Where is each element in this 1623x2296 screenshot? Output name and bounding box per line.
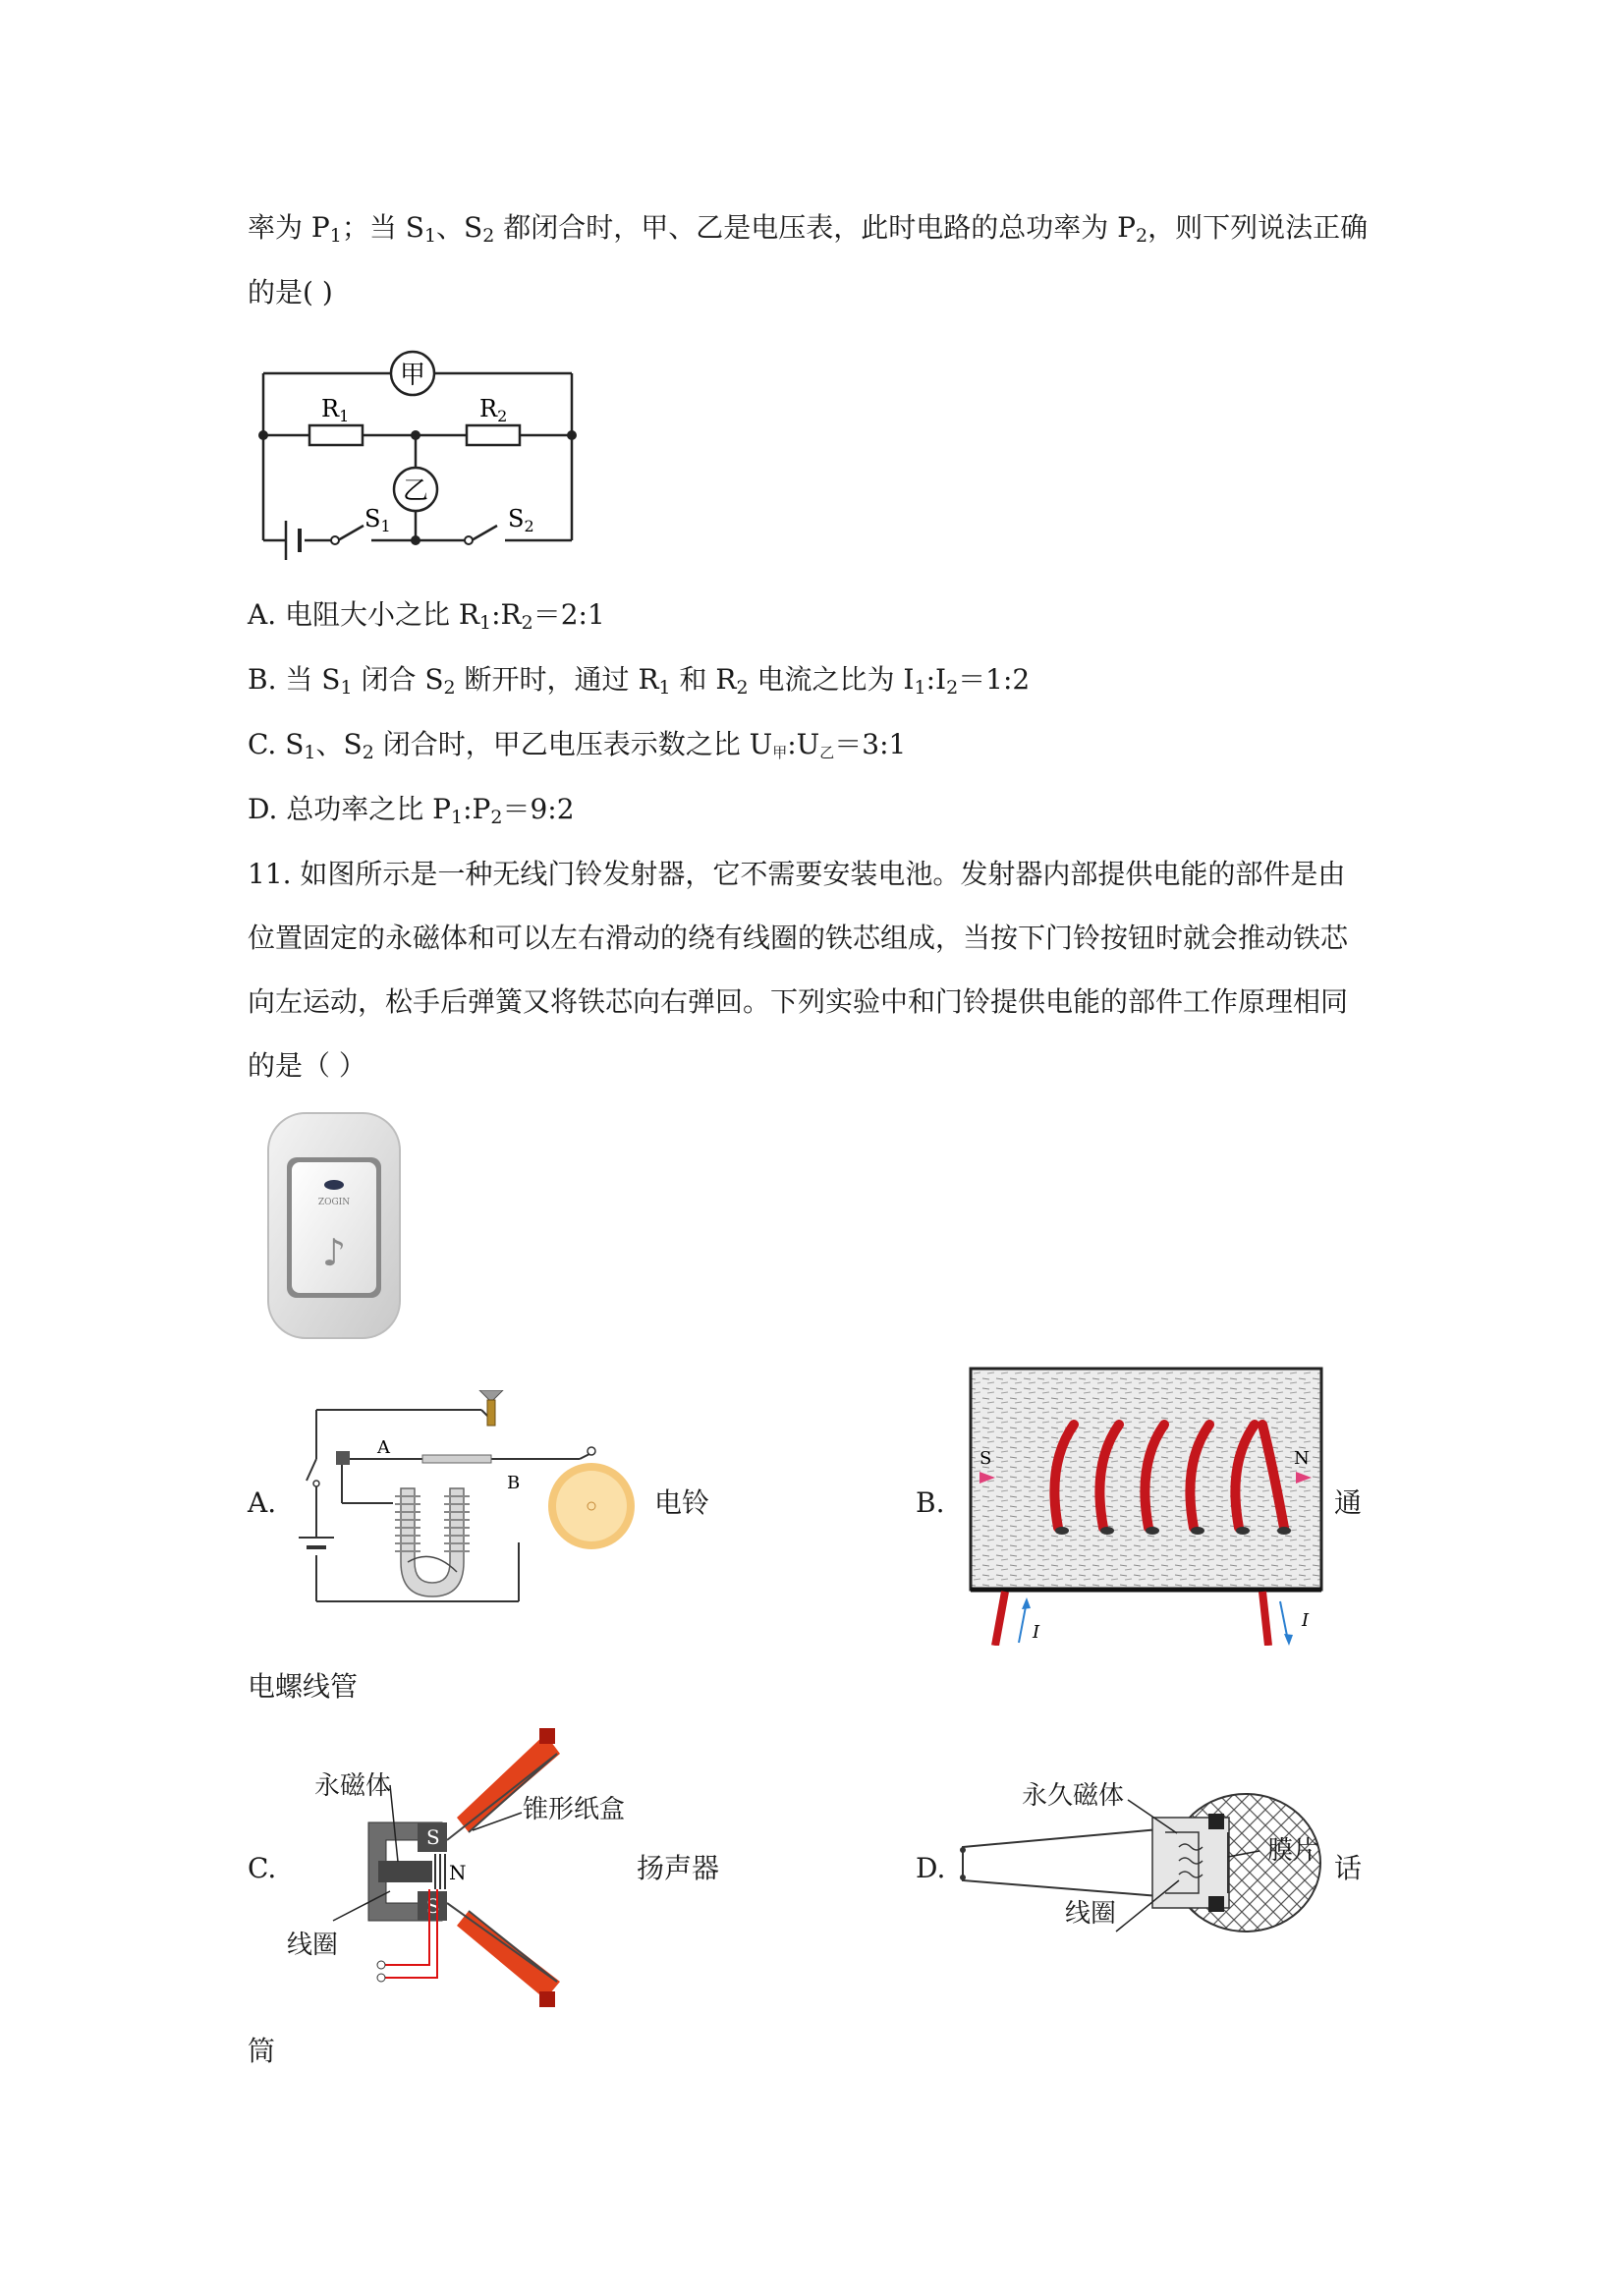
q11-option-c-letter: C. [248, 1852, 277, 1884]
q10-option-a: A. 电阻大小之比 $R_1:R_2=2:1$ [248, 598, 605, 634]
q10-option-d: D. 总功率之比 $P_1:P_2=9:2$ [248, 793, 575, 828]
mic-magnet-label: 永久磁体 [1022, 1781, 1125, 1811]
q11-option-b-letter: B. [916, 1486, 945, 1519]
q10-stem-line2: 的是( ) [248, 276, 333, 308]
solenoid-iron-filings-image [968, 1366, 1326, 1646]
speaker-cone-label: 锥形纸盒 [523, 1795, 626, 1824]
meter-yi-label: 乙 [402, 476, 429, 506]
speaker-coil-label: 线圈 [287, 1931, 339, 1960]
s1-label: $S_1$ [364, 505, 391, 535]
current-label-left: I [1033, 1622, 1040, 1643]
speaker-s-bottom: S [426, 1894, 440, 1918]
current-label-right: I [1302, 1610, 1310, 1631]
resistor-r1 [309, 425, 363, 445]
speaker-magnet-label: 永磁体 [314, 1771, 392, 1801]
bell-label-b: B [507, 1473, 521, 1493]
r1-label: $R_1$ [321, 395, 350, 425]
doorbell-transmitter-image [265, 1110, 403, 1341]
r2-label: $R_2$ [479, 395, 508, 425]
q11-option-d-letter: D. [916, 1852, 946, 1884]
speaker-n: N [449, 1861, 467, 1884]
resistor-r2 [467, 425, 520, 445]
electric-bell-diagram [285, 1390, 648, 1616]
south-pole-label: S [979, 1448, 992, 1469]
q11-stem-line4: 的是（ ） [248, 1049, 366, 1082]
q10-stem-line1: 率为 $P_1$；当 $S_1$、$S_2$ 都闭合时，甲、乙是电压表，此时电路的总功率为 $P_2$，则下列说法正确 [248, 211, 1369, 247]
q10-circuit-diagram [246, 344, 589, 575]
q11-option-a-letter: A. [248, 1486, 277, 1519]
q10-option-c: C. $S_1$、$S_2$ 闭合时，甲乙电压表示数之比 U甲:U乙＝3:1 [248, 728, 907, 763]
q11-option-b-text1: 通 [1334, 1486, 1363, 1519]
q11-stem-line3: 向左运动，松手后弹簧又将铁芯向右弹回。下列实验中和门铃提供电能的部件工作原理相同 [248, 985, 1349, 1018]
meter-jia-label: 甲 [399, 361, 426, 390]
q11-option-b-text2: 电螺线管 [248, 1670, 359, 1703]
q11-stem-line1: 11. 如图所示是一种无线门铃发射器，它不需要安装电池。发射器内部提供电能的部件是由 [248, 858, 1346, 890]
q11-option-d-text1: 话 [1334, 1852, 1363, 1884]
q11-stem-line2: 位置固定的永磁体和可以左右滑动的绕有线圈的铁芯组成，当按下门铃按钮时就会推动铁芯 [248, 922, 1349, 954]
bell-label-a: A [377, 1437, 390, 1458]
music-note-icon: ♪ [321, 1231, 347, 1274]
q11-option-c-text: 扬声器 [637, 1852, 720, 1884]
q11-option-d-text2: 筒 [248, 2035, 276, 2067]
mic-coil-label: 线圈 [1065, 1899, 1117, 1929]
speaker-s-top: S [426, 1825, 440, 1849]
s2-label: $S_2$ [508, 505, 534, 535]
mic-film-label: 膜片 [1267, 1836, 1319, 1866]
q10-option-b: B. 当 $S_1$ 闭合 $S_2$ 断开时，通过 $R_1$ 和 $R_2$ 电流之比为 $I_1:I_2=1:2$ [248, 663, 1031, 699]
q11-option-a-text: 电铃 [654, 1486, 710, 1519]
doorbell-brand: ZOGIN [317, 1198, 351, 1207]
north-pole-label: N [1294, 1448, 1310, 1469]
